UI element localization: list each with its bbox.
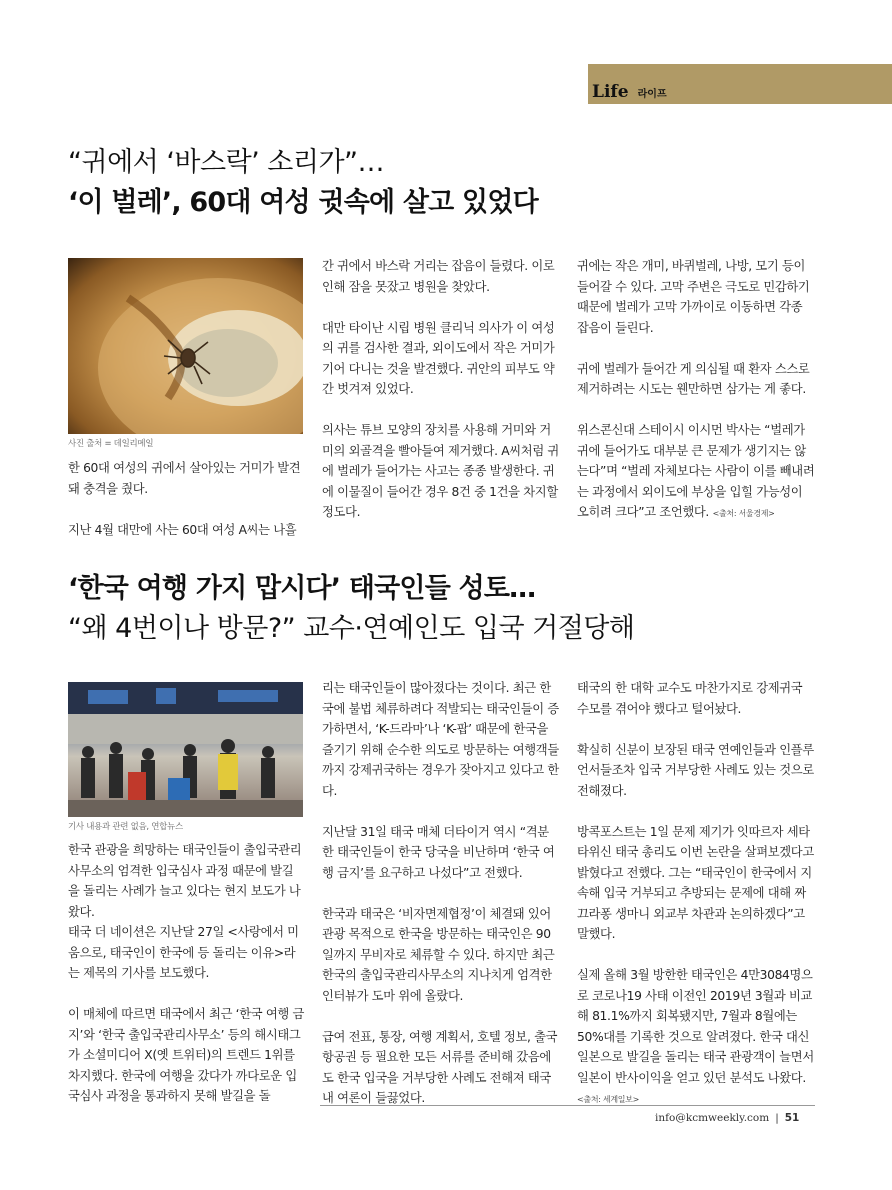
- paragraph: 방콕포스트는 1일 문제 제기가 잇따르자 세타 타위신 태국 총리도 이번 논란을 살펴보겠다고 밝혔다고 전했다. 그는 “태국인이 한국에서 지속해 입국 거부되고 추방되는 문제에 대해 짜끄라퐁 생마니 외교부 차관과 논의하겠다”고 말했다.: [577, 824, 814, 941]
- paragraph: 이 매체에 따르면 태국에서 최근 ‘한국 여행 금지’와 ‘한국 출입국관리사무소’ 등의 해시태그가 소셜미디어 X(옛 트위터)의 트렌드 1위를 차지했다. 한국에 여행을 갔다가 까다로운 입국심사 과정을 통과하지 못해 발길을 돌: [68, 1007, 304, 1103]
- article2-photo-caption: 기사 내용과 관련 없음, 연합뉴스: [68, 822, 183, 832]
- article2-photo-airport-crowd: [68, 682, 303, 817]
- paragraph: 급여 전표, 통장, 여행 계획서, 호텔 정보, 출국 항공권 등 필요한 모든 서류를 준비해 갔음에도 한국 입국을 거부당한 사례도 전해져 태국 내 여론이 들끓었다.: [322, 1029, 558, 1105]
- paragraph-text: 실제 올해 3월 방한한 태국인은 4만3084명으로 코로나19 사태 이전인 2019년 3월과 비교해 81.1%까지 회복됐지만, 7월과 8월에는 50%대를 기록한 것으로 알려졌다. 한국 대신 일본으로 발길을 돌리는 태국 관광객이 늘면서 일본이 반사이익을 얻고 있던 분석도 나왔다.: [577, 968, 814, 1085]
- footer-divider: [320, 1105, 815, 1106]
- paragraph: [577, 965, 815, 1111]
- section-tab: [588, 64, 892, 104]
- section-name-ko: 라이프: [637, 89, 667, 100]
- article1-photo-ear-spider: [68, 258, 303, 434]
- paragraph: 지난 4월 대만에 사는 60대 여성 A씨는 나흘: [68, 522, 297, 537]
- article2-title-line1: ‘한국 여행 가지 맙시다’ 태국인들 성토…: [68, 573, 536, 604]
- paragraph: 한국 관광을 희망하는 태국인들이 출입국관리사무소의 엄격한 입국심사 과정 때문에 발길을 돌리는 사례가 늘고 있다는 현지 보도가 나왔다.: [68, 843, 302, 919]
- paragraph: 한국과 태국은 ‘비자면제협정’이 체결돼 있어 관광 목적으로 한국을 방문하는 태국인은 90일까지 무비자로 체류할 수 있다. 하지만 최근 한국의 출입국관리사무소의 지나치게 엄격한 인터뷰가 도마 위에 올랐다.: [322, 906, 555, 1003]
- article1-photo-caption: 사진 출처 = 데일리메일: [68, 439, 154, 449]
- paragraph: 한 60대 여성의 귀에서 살아있는 거미가 발견돼 충격을 줬다.: [68, 461, 301, 496]
- article1-column-2: [322, 256, 560, 523]
- paragraph: 태국의 한 대학 교수도 마찬가지로 강제귀국 수모를 겪어야 했다고 털어놨다.: [577, 681, 803, 716]
- footer-separator: |: [775, 1112, 779, 1124]
- paragraph: 간 귀에서 바스락 거리는 잡음이 들렸다. 이로 인해 잠을 못잤고 병원을 찾았다.: [322, 259, 555, 294]
- paragraph: 리는 태국인들이 많아졌다는 것이다. 최근 한국에 불법 체류하려다 적발되는 태국인들이 증가하면서, ‘K-드라마’나 ‘K-팝’ 때문에 한국을 즐기기 위해 순수한 의도로 방문하는 여행객들까지 강제귀국하는 경우가 잦아지고 있다고 한다.: [322, 681, 559, 798]
- paragraph: 태국 더 네이션은 지난달 27일 <사랑에서 미움으로, 태국인이 한국에 등 돌리는 이유>라는 제목의 기사를 보도했다.: [68, 925, 299, 980]
- page-number: 51: [784, 1112, 800, 1124]
- paragraph: 의사는 튜브 모양의 장치를 사용해 거미와 거미의 외골격을 빨아들여 제거했다. A씨처럼 귀에 벌레가 들어가는 사고는 종종 발생한다. 귀에 이물질이 들어간 경우 8건 중 1건을 차지할 정도다.: [322, 423, 559, 519]
- paragraph-text: 위스콘신대 스테이시 이시먼 박사는 “벌레가 귀에 들어가도 대부분 큰 문제가 생기지는 않는다”며 “벌레 자체보다는 사람이 이를 빼내려는 과정에서 외이도에 부상을 입힐 가능성이 오히려 크다”고 조언했다.: [577, 423, 815, 519]
- paragraph: 귀에는 작은 개미, 바퀴벌레, 나방, 모기 등이 들어갈 수 있다. 고막 주변은 극도로 민감하기 때문에 벌레가 고막 가까이로 이동하면 각종 잡음이 들린다.: [577, 259, 810, 335]
- section-name-en: Life: [592, 82, 629, 102]
- paragraph: 대만 타이난 시립 병원 클리닉 의사가 이 여성의 귀를 검사한 결과, 외이도에서 작은 거미가 기어 다니는 것을 발견했다. 귀안의 피부도 약간 벗겨져 있었다.: [322, 320, 555, 396]
- article1-column-1: [68, 458, 304, 540]
- article2-column-2: [322, 678, 560, 1109]
- article1-title-line2: ‘이 벌레’, 60대 여성 귓속에 살고 있었다: [68, 187, 538, 218]
- article1-title-line1: “귀에서 ‘바스락’ 소리가”…: [68, 147, 385, 178]
- article1-column-3: [577, 256, 815, 525]
- paragraph: 확실히 신분이 보장된 태국 연예인들과 인플루언서들조차 입국 거부당한 사례도 있는 것으로 전해졌다.: [577, 742, 814, 798]
- article2-column-1: [68, 840, 304, 1107]
- page-footer: [655, 1112, 799, 1124]
- footer-email[interactable]: info@kcmweekly.com: [655, 1112, 770, 1124]
- source-credit: <출처: 세계일보>: [577, 1095, 640, 1104]
- article2-title-line2: “왜 4번이나 방문?” 교수·연예인도 입국 거절당해: [68, 613, 635, 644]
- paragraph: [577, 420, 815, 525]
- article2-column-3: [577, 678, 815, 1111]
- paragraph: 귀에 벌레가 들어간 게 의심될 때 환자 스스로 제거하려는 시도는 웬만하면 삼가는 게 좋다.: [577, 361, 810, 396]
- source-credit: <출처: 서울경제>: [712, 509, 775, 518]
- paragraph: 지난달 31일 태국 매체 더타이거 역시 “격분한 태국인들이 한국 당국을 비난하며 ‘한국 여행 금지’를 요구하고 나섰다”고 전했다.: [322, 824, 555, 880]
